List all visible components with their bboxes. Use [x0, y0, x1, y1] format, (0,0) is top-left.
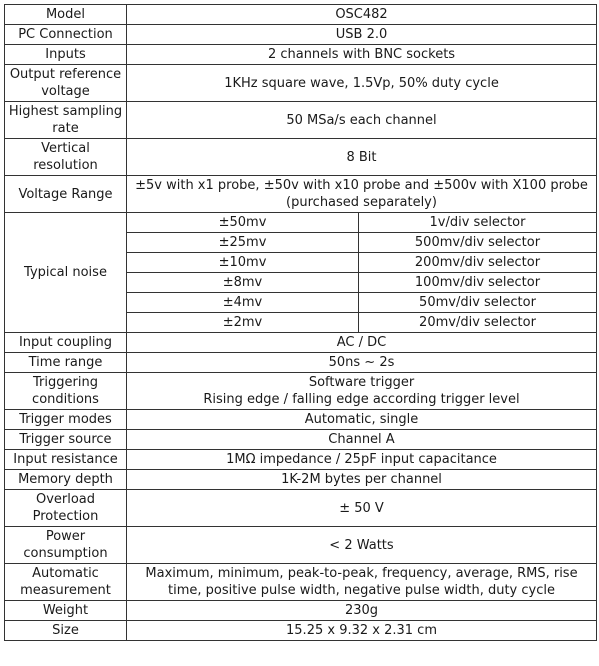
table-row [5, 430, 597, 450]
noise-value: ±10mv [127, 253, 359, 273]
table-row [5, 410, 597, 430]
spec-value-trigger-modes: Automatic, single [127, 410, 597, 430]
noise-value: ±50mv [127, 213, 359, 233]
spec-label-input-coupling: Input coupling [5, 333, 127, 353]
spec-value-vertical-resolution: 8 Bit [127, 139, 597, 176]
table-row [5, 45, 597, 65]
spec-label-highest-sampling-rate: Highest sampling rate [5, 102, 127, 139]
spec-value-memory-depth: 1K-2M bytes per channel [127, 470, 597, 490]
spec-value-overload-protection: ± 50 V [127, 490, 597, 527]
table-row [5, 213, 597, 233]
noise-value: ±2mv [127, 313, 359, 333]
spec-label-power-consumption: Power consumption [5, 527, 127, 564]
spec-value-triggering-conditions [127, 373, 597, 410]
noise-selector: 20mv/div selector [359, 313, 597, 333]
spec-value-inputs: 2 channels with BNC sockets [127, 45, 597, 65]
spec-value-weight: 230g [127, 601, 597, 621]
spec-label-vertical-resolution: Vertical resolution [5, 139, 127, 176]
spec-value-power-consumption: < 2 Watts [127, 527, 597, 564]
noise-selector: 200mv/div selector [359, 253, 597, 273]
spec-label-triggering-conditions: Triggering conditions [5, 373, 127, 410]
noise-selector: 100mv/div selector [359, 273, 597, 293]
table-row [5, 621, 597, 641]
table-row [5, 601, 597, 621]
spec-label-output-reference-voltage: Output reference voltage [5, 65, 127, 102]
noise-value: ±25mv [127, 233, 359, 253]
table-row [5, 5, 597, 25]
table-row [5, 527, 597, 564]
table-row [5, 470, 597, 490]
spec-label-pc-connection: PC Connection [5, 25, 127, 45]
noise-selector: 1v/div selector [359, 213, 597, 233]
spec-value-voltage-range: ±5v with x1 probe, ±50v with x10 probe and ±500v with X100 probe (purchased separately) [127, 176, 597, 213]
spec-value-pc-connection: USB 2.0 [127, 25, 597, 45]
spec-value-model: OSC482 [127, 5, 597, 25]
spec-value-input-coupling: AC / DC [127, 333, 597, 353]
table-row [5, 450, 597, 470]
table-row [5, 564, 597, 601]
spec-label-weight: Weight [5, 601, 127, 621]
spec-label-input-resistance: Input resistance [5, 450, 127, 470]
spec-label-inputs: Inputs [5, 45, 127, 65]
spec-value-time-range: 50ns ~ 2s [127, 353, 597, 373]
table-row [5, 25, 597, 45]
spec-label-time-range: Time range [5, 353, 127, 373]
spec-value-trigger-source: Channel A [127, 430, 597, 450]
spec-label-memory-depth: Memory depth [5, 470, 127, 490]
spec-value-output-reference-voltage: 1KHz square wave, 1.5Vp, 50% duty cycle [127, 65, 597, 102]
table-row [5, 102, 597, 139]
spec-label-trigger-modes: Trigger modes [5, 410, 127, 430]
spec-label-typical-noise: Typical noise [5, 213, 127, 333]
noise-selector: 500mv/div selector [359, 233, 597, 253]
triggering-conditions-line-1: Software trigger [308, 375, 415, 390]
spec-label-voltage-range: Voltage Range [5, 176, 127, 213]
table-row [5, 176, 597, 213]
table-row [5, 490, 597, 527]
table-row [5, 333, 597, 353]
table-row [5, 65, 597, 102]
spec-value-input-resistance: 1MΩ impedance / 25pF input capacitance [127, 450, 597, 470]
noise-selector: 50mv/div selector [359, 293, 597, 313]
specifications-table [4, 4, 597, 641]
spec-label-model: Model [5, 5, 127, 25]
spec-value-automatic-measurement: Maximum, minimum, peak-to-peak, frequency, average, RMS, rise time, positive pulse width, negative pulse width, duty cycle [127, 564, 597, 601]
table-row [5, 139, 597, 176]
spec-label-automatic-measurement: Automatic measurement [5, 564, 127, 601]
spec-label-trigger-source: Trigger source [5, 430, 127, 450]
noise-value: ±8mv [127, 273, 359, 293]
table-row [5, 353, 597, 373]
noise-value: ±4mv [127, 293, 359, 313]
spec-label-size: Size [5, 621, 127, 641]
spec-label-overload-protection: Overload Protection [5, 490, 127, 527]
triggering-conditions-line-2: Rising edge / falling edge according trigger level [203, 392, 520, 407]
spec-value-highest-sampling-rate: 50 MSa/s each channel [127, 102, 597, 139]
table-row [5, 373, 597, 410]
spec-value-size: 15.25 x 9.32 x 2.31 cm [127, 621, 597, 641]
